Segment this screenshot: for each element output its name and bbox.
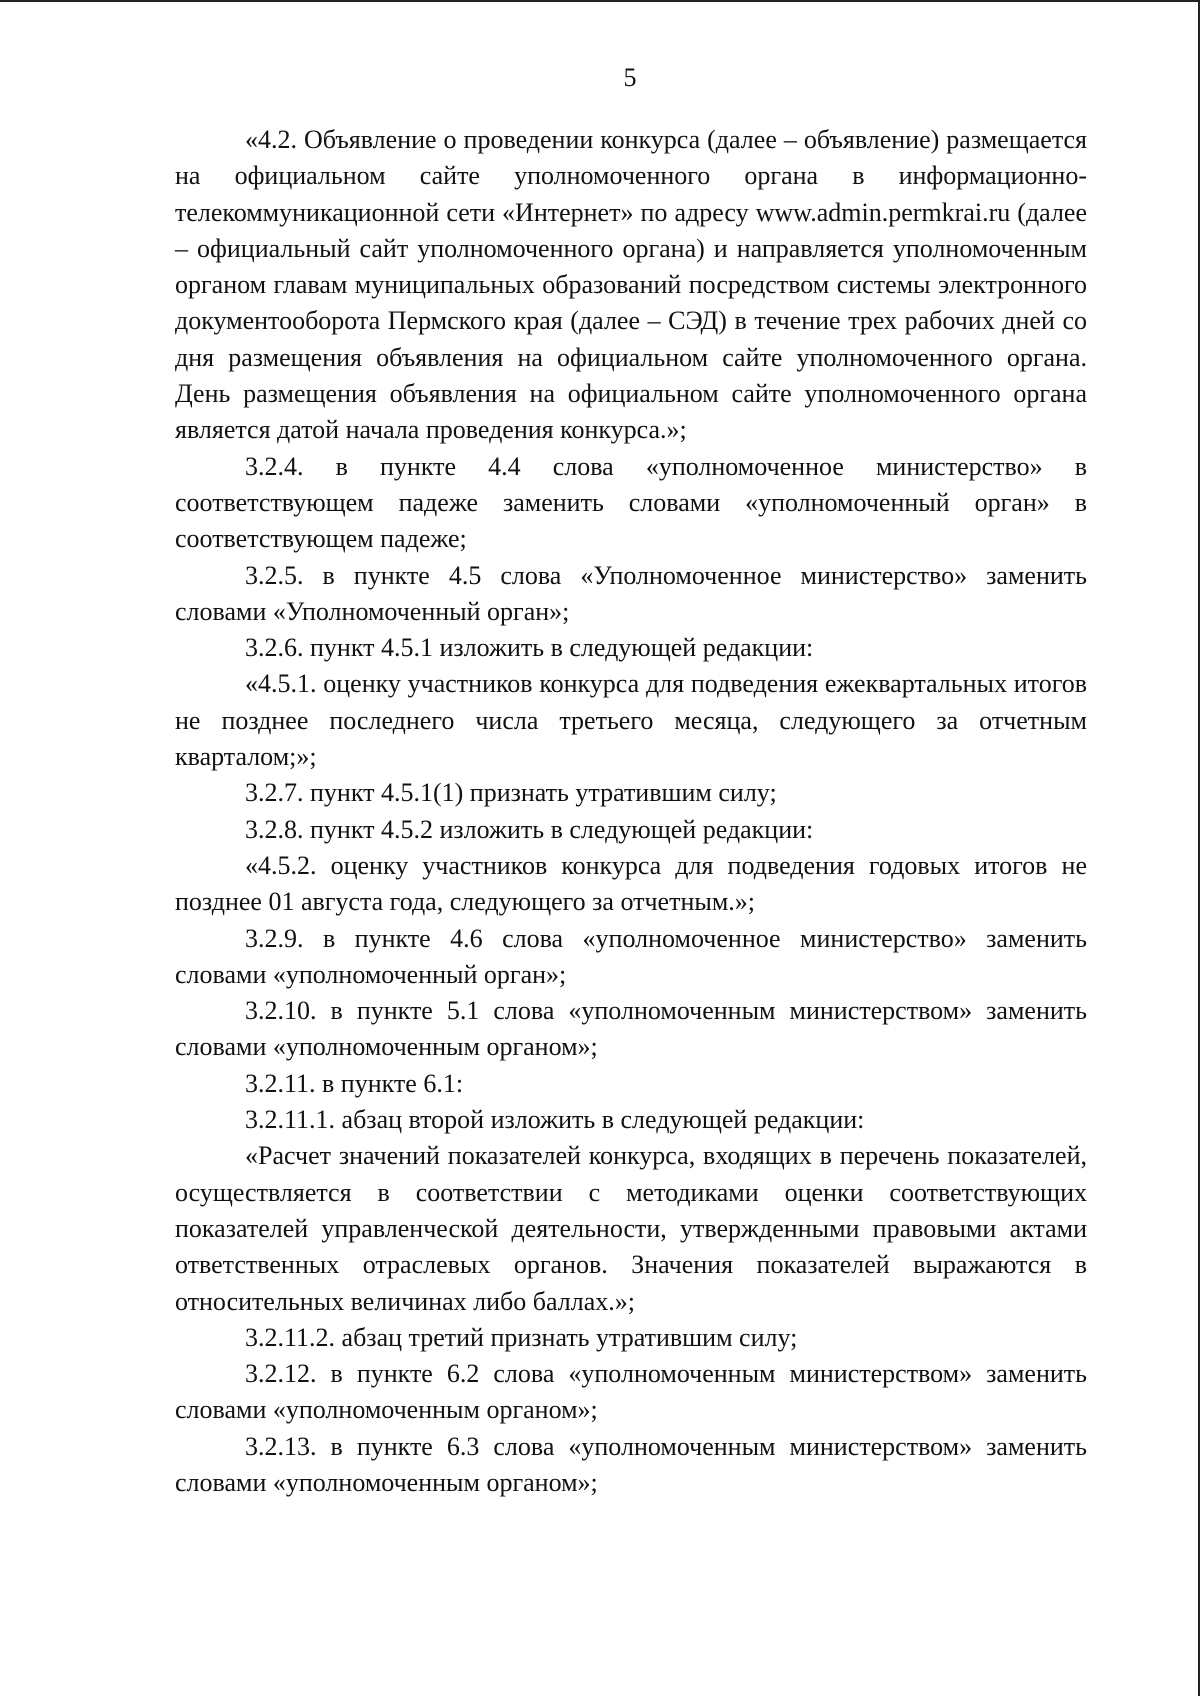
paragraph-3-2-9: 3.2.9. в пункте 4.6 слова «уполномоченное министерство» заменить словами «уполномоченный орган»; xyxy=(175,923,1087,989)
paragraph-3-2-12: 3.2.12. в пункте 6.2 слова «уполномоченным министерством» заменить словами «уполномоченным органом»; xyxy=(175,1359,1087,1425)
paragraph-indicators-calculation: «Расчет значений показателей конкурса, входящих в перечень показателей, осуществляется в соответствии с методиками оценки соответствующих показателей управленческой деятельности, утвержденными правовыми актами ответственных отраслевых органов. Значения показателей выражаются в относительных величинах либо баллах.»; xyxy=(175,1141,1087,1316)
paragraph-3-2-4: 3.2.4. в пункте 4.4 слова «уполномоченное министерство» в соответствующем падеже заменить словами «уполномоченный орган» в соответствующем падеже; xyxy=(175,451,1087,554)
paragraph-3-2-13: 3.2.13. в пункте 6.3 слова «уполномоченным министерством» заменить словами «уполномоченным органом»; xyxy=(175,1431,1087,1497)
paragraph-3-2-11-1: 3.2.11.1. абзац второй изложить в следующей редакции: xyxy=(245,1105,865,1135)
paragraph-4-5-2: «4.5.2. оценку участников конкурса для подведения годовых итогов не позднее 01 августа года, следующего за отчетным.»; xyxy=(175,850,1087,917)
document-body xyxy=(175,122,1087,1501)
paragraph-3-2-6: 3.2.6. пункт 4.5.1 изложить в следующей редакции: xyxy=(245,633,814,663)
paragraph-3-2-10: 3.2.10. в пункте 5.1 слова «уполномоченным министерством» заменить словами «уполномоченным органом»; xyxy=(175,996,1087,1062)
paragraph-3-2-5: 3.2.5. в пункте 4.5 слова «Уполномоченное министерство» заменить словами «Уполномоченный орган»; xyxy=(175,560,1087,626)
paragraph-4-2-announcement: «4.2. Объявление о проведении конкурса (далее – объявление) размещается на официальном сайте уполномоченного органа в информационно-телекоммуникационной сети «Интернет» по адресу www.admin.permkrai.ru (далее – официальный сайт уполномоченного органа) и направляется уполномоченным органом главам муниципальных образований посредством системы электронного документооборота Пермского края (далее – СЭД) в течение трех рабочих дней со дня размещения объявления на официальном сайте уполномоченного органа. День размещения объявления на официальном сайте уполномоченного органа является датой начала проведения конкурса.»; xyxy=(175,125,1087,445)
paragraph-3-2-8: 3.2.8. пункт 4.5.2 изложить в следующей редакции: xyxy=(245,814,814,844)
paragraph-3-2-7: 3.2.7. пункт 4.5.1(1) признать утратившим силу; xyxy=(245,778,777,808)
paragraph-3-2-11: 3.2.11. в пункте 6.1: xyxy=(245,1068,464,1098)
paragraph-3-2-11-2: 3.2.11.2. абзац третий признать утратившим силу; xyxy=(245,1322,798,1352)
scan-top-edge xyxy=(0,0,1200,2)
paragraph-4-5-1: «4.5.1. оценку участников конкурса для подведения ежеквартальных итогов не позднее последнего числа третьего месяца, следующего за отчетным кварталом;»; xyxy=(175,669,1087,772)
page-number: 5 xyxy=(623,63,637,92)
